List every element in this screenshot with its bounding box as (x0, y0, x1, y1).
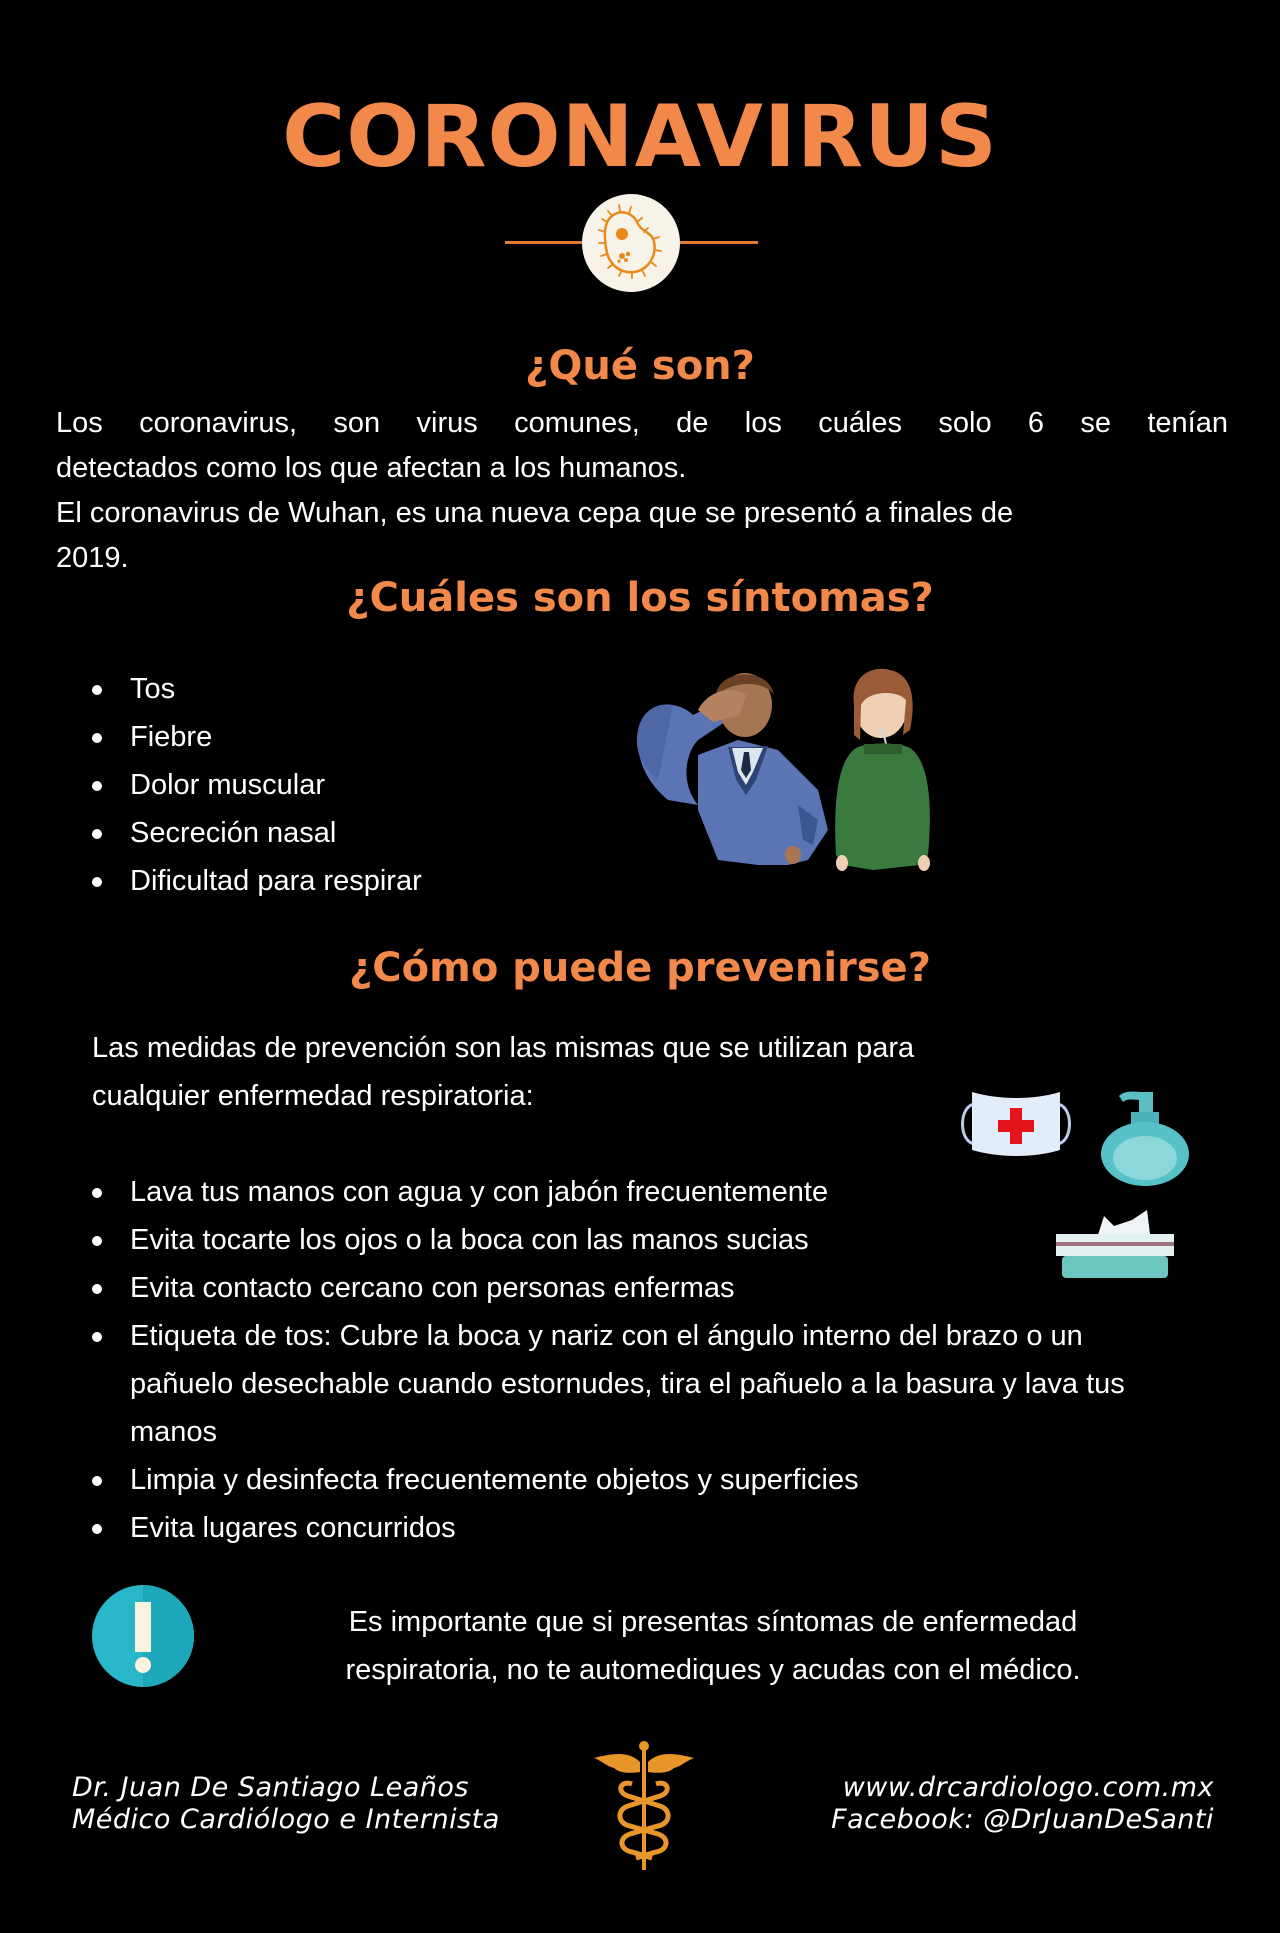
face-mask-icon (954, 1086, 1078, 1162)
warning-line-2: respiratoria, no te automediques y acudas con el médico. (345, 1654, 1081, 1686)
caduceus-icon (592, 1740, 696, 1874)
heading-symptoms: ¿Cuáles son los síntomas? (346, 575, 934, 621)
virus-icon (582, 194, 680, 292)
what-line-4: 2019. (56, 542, 129, 574)
sick-woman-icon (835, 669, 930, 871)
symptom-item: Dificultad para respirar (92, 857, 592, 905)
facebook-link[interactable]: Facebook: @DrJuanDeSanti (831, 1804, 1214, 1835)
sick-man-icon (637, 673, 828, 865)
what-line-2: detectados como los que afectan a los humanos. (56, 452, 687, 484)
symptom-item: Dolor muscular (92, 761, 592, 809)
prevention-intro-line-1: Las medidas de prevención son las mismas que se utilizan para (92, 1032, 915, 1064)
what-paragraph (56, 401, 1228, 581)
prevention-item: Evita tocarte los ojos o la boca con las manos sucias (92, 1216, 1152, 1264)
prevention-item: Limpia y desinfecta frecuentemente objetos y superficies (92, 1456, 1152, 1504)
prevention-item: Etiqueta de tos: Cubre la boca y nariz con el ángulo interno del brazo o un pañuelo desechable cuando estornudes, tira el pañuelo a la basura y lava tus manos (92, 1312, 1140, 1456)
exclamation-icon (91, 1584, 195, 1688)
prevention-item: Evita lugares concurridos (92, 1504, 1152, 1552)
symptom-item: Fiebre (92, 713, 592, 761)
warning-line-1: Es importante que si presentas síntomas de enfermedad (348, 1606, 1078, 1638)
divider-left (505, 241, 585, 244)
prevention-intro-line-2: cualquier enfermedad respiratoria: (92, 1080, 534, 1112)
footer-contact (831, 1772, 1214, 1836)
sick-people-illustration (628, 660, 938, 875)
doctor-title: Médico Cardiólogo e Internista (72, 1804, 500, 1835)
doctor-name: Dr. Juan De Santiago Leaños (72, 1772, 469, 1803)
symptom-item: Secreción nasal (92, 809, 592, 857)
heading-prevention: ¿Cómo puede prevenirse? (349, 945, 931, 991)
what-line-1: Los coronavirus, son virus comunes, de los cuáles solo 6 se tenían (56, 407, 1228, 439)
symptom-item: Tos (92, 665, 592, 713)
virus-badge (582, 194, 680, 292)
website-link[interactable]: www.drcardiologo.com.mx (842, 1772, 1214, 1803)
footer-doctor (72, 1772, 500, 1836)
symptoms-list (92, 665, 592, 905)
prevention-item: Lava tus manos con agua y con jabón frecuentemente (92, 1168, 1152, 1216)
prevention-list (92, 1168, 1152, 1552)
prevention-item: Evita contacto cercano con personas enfermas (92, 1264, 1152, 1312)
divider-right (677, 241, 758, 244)
heading-what: ¿Qué son? (525, 343, 755, 389)
what-line-3: El coronavirus de Wuhan, es una nueva cepa que se presentó a finales de (56, 497, 1014, 529)
prevention-intro (92, 1024, 1092, 1120)
warning-text (230, 1598, 1196, 1694)
page-title: CORONAVIRUS (282, 87, 998, 187)
